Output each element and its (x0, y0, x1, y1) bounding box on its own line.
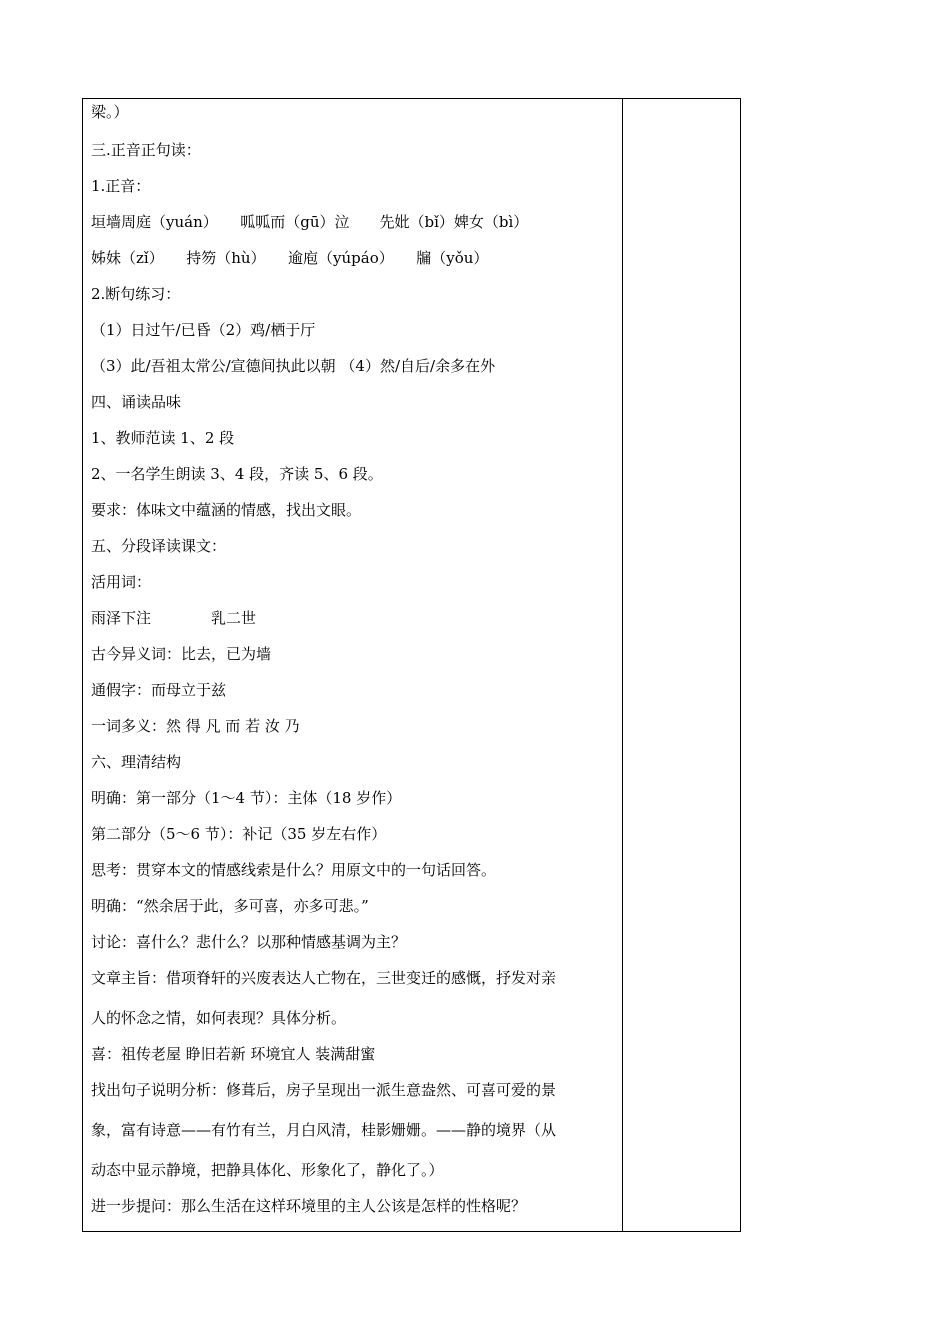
text-line: 梁。） (91, 103, 129, 121)
text-line: 进一步提问：那么生活在这样环境里的主人公该是怎样的性格呢？ (91, 1197, 527, 1215)
text-line: 通假字：而母立于兹 (91, 681, 227, 699)
column-divider (622, 99, 623, 1231)
text-line: 垣墙周庭（yuán） 呱呱而（gū）泣 先妣（bǐ）婢女（bì） (91, 213, 529, 231)
section-heading: 五、分段译读课文： (91, 537, 227, 555)
text-line: 要求：体味文中蕴涵的情感，找出文眼。 (91, 501, 362, 519)
section-heading: 四、诵读品味 (91, 393, 182, 411)
text-line: （3）此/吾祖太常公/宣德间执此以朝 （4）然/自后/余多在外 (91, 357, 496, 375)
section-heading: 六、理清结构 (91, 753, 182, 771)
subsection-heading: 1.正音： (91, 177, 151, 195)
text-line: 2、一名学生朗读 3、4 段，齐读 5、6 段。 (91, 465, 383, 483)
text-line: 喜：祖传老屋 睁旧若新 环境宜人 装满甜蜜 (91, 1045, 376, 1063)
text-line: 明确：第一部分（1～4 节）：主体（18 岁作） (91, 789, 402, 807)
text-line: 一词多义：然 得 凡 而 若 汝 乃 (91, 717, 300, 735)
text-line: 活用词： (91, 573, 152, 591)
text-line: 人的怀念之情，如何表现？具体分析。 (91, 1009, 347, 1027)
text-line: 讨论：喜什么？悲什么？以那种情感基调为主？ (91, 933, 407, 951)
text-line: 象，富有诗意——有竹有兰，月白风清，桂影姗姗。——静的境界（从 (91, 1121, 557, 1139)
text-line: 找出句子说明分析：修葺后，房子呈现出一派生意盎然、可喜可爱的景 (91, 1081, 557, 1099)
text-line: 姊妹（zǐ） 持笏（hù） 逾庖（yúpáo） 牖（yǒu） (91, 249, 489, 267)
section-heading: 三.正音正句读： (91, 141, 201, 159)
text-line: 文章主旨：借项脊轩的兴废表达人亡物在，三世变迁的感慨，抒发对亲 (91, 969, 557, 987)
text-line: 雨泽下注 乳二世 (91, 609, 257, 627)
subsection-heading: 2.断句练习： (91, 285, 181, 303)
document-table (82, 98, 741, 1232)
text-line: 古今异义词：比去，已为墙 (91, 645, 272, 663)
text-line: 1、教师范读 1、2 段 (91, 429, 235, 447)
text-line: 第二部分（5～6 节）：补记（35 岁左右作） (91, 825, 387, 843)
text-line: 明确：“然余居于此，多可喜，亦多可悲。” (91, 897, 369, 915)
text-line: （1）日过午/已昏（2）鸡/栖于厅 (91, 321, 316, 339)
text-line: 动态中显示静境，把静具体化、形象化了，静化了。） (91, 1161, 444, 1179)
text-line: 思考：贯穿本文的情感线索是什么？用原文中的一句话回答。 (91, 861, 497, 879)
